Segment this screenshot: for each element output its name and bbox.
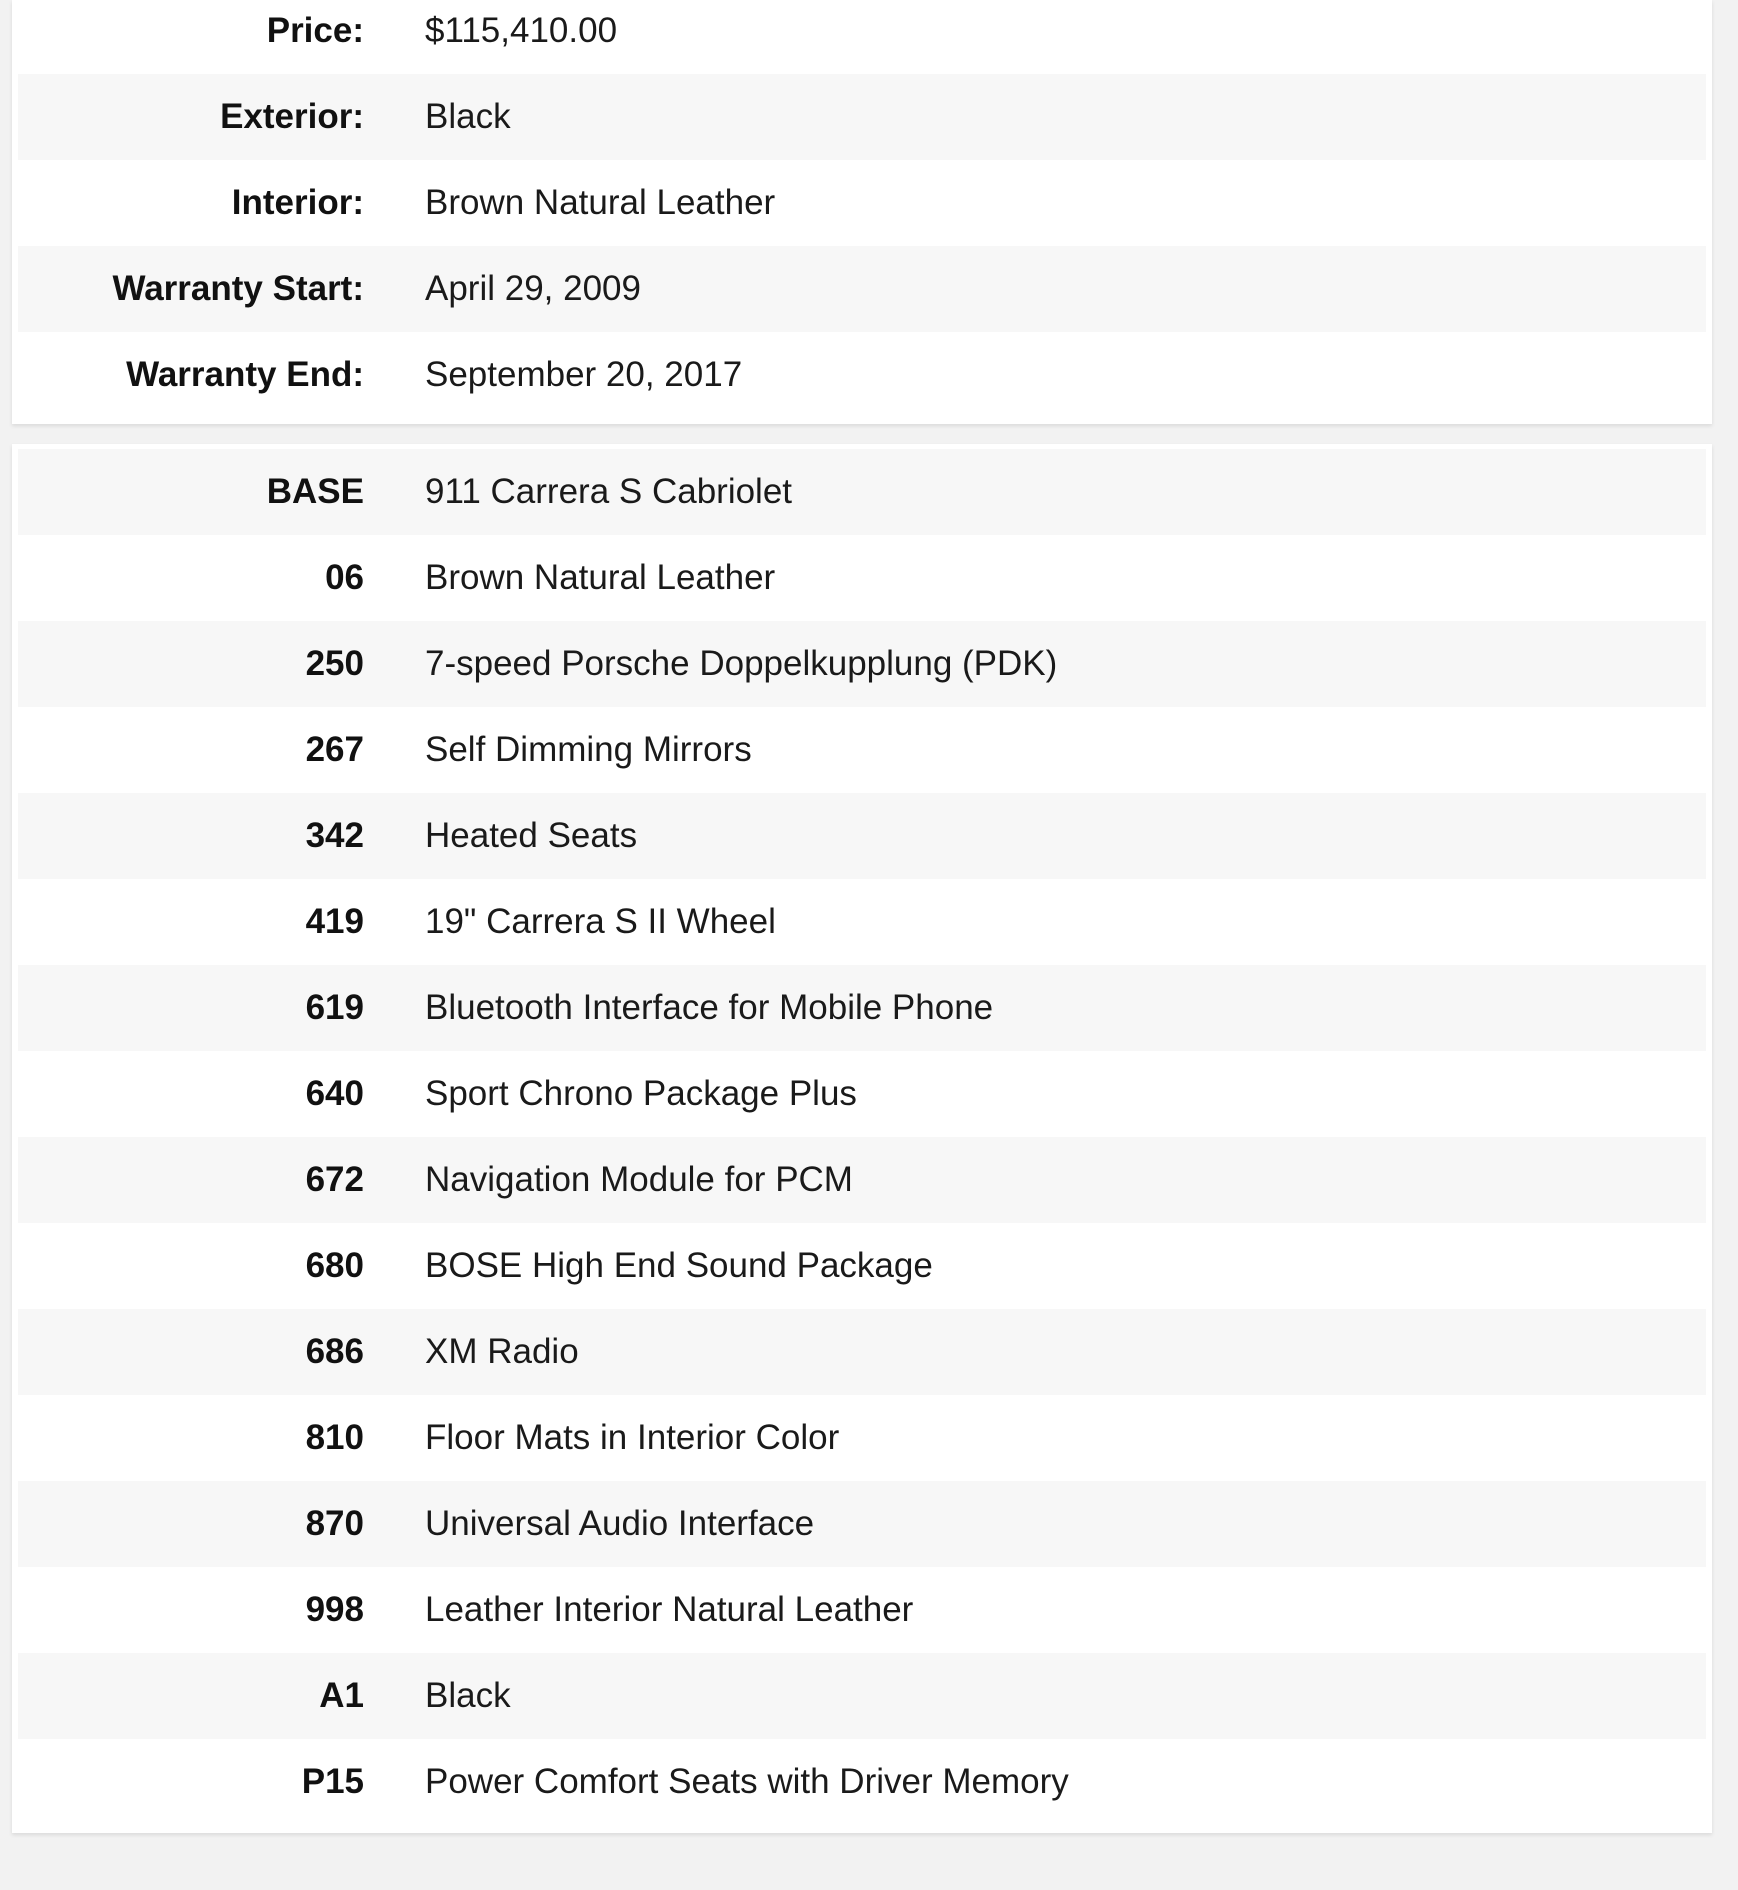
option-code: 686 bbox=[305, 1332, 364, 1371]
option-row bbox=[18, 535, 1706, 621]
option-code: 342 bbox=[305, 816, 364, 855]
option-row bbox=[18, 707, 1706, 793]
option-description: XM Radio bbox=[425, 1332, 579, 1371]
option-code: 250 bbox=[305, 644, 364, 683]
option-description: Leather Interior Natural Leather bbox=[425, 1590, 914, 1629]
option-row bbox=[18, 879, 1706, 965]
info-value: Black bbox=[425, 97, 511, 136]
option-row bbox=[18, 1223, 1706, 1309]
option-description: Navigation Module for PCM bbox=[425, 1160, 853, 1199]
info-row-price bbox=[18, 0, 1706, 74]
info-label: Interior: bbox=[231, 183, 364, 222]
options-card bbox=[12, 444, 1712, 1833]
option-description: BOSE High End Sound Package bbox=[425, 1246, 933, 1285]
option-row bbox=[18, 1395, 1706, 1481]
option-code: 267 bbox=[305, 730, 364, 769]
option-code: BASE bbox=[266, 472, 364, 511]
option-description: Sport Chrono Package Plus bbox=[425, 1074, 857, 1113]
option-description: Brown Natural Leather bbox=[425, 558, 776, 597]
option-description: 7-speed Porsche Doppelkupplung (PDK) bbox=[425, 644, 1058, 683]
info-value: April 29, 2009 bbox=[425, 269, 641, 308]
option-row bbox=[18, 1051, 1706, 1137]
option-code: 810 bbox=[305, 1418, 364, 1457]
option-code: A1 bbox=[319, 1676, 364, 1715]
option-row bbox=[18, 1137, 1706, 1223]
info-value: Brown Natural Leather bbox=[425, 183, 776, 222]
option-row bbox=[18, 1739, 1706, 1825]
info-label: Price: bbox=[266, 11, 364, 50]
option-description: Power Comfort Seats with Driver Memory bbox=[425, 1762, 1069, 1801]
info-label: Exterior: bbox=[220, 97, 364, 136]
option-description: Black bbox=[425, 1676, 511, 1715]
option-row bbox=[18, 1567, 1706, 1653]
option-code: 419 bbox=[305, 902, 364, 941]
option-row bbox=[18, 621, 1706, 707]
option-description: Floor Mats in Interior Color bbox=[425, 1418, 840, 1457]
option-description: 911 Carrera S Cabriolet bbox=[425, 472, 793, 511]
option-row bbox=[18, 965, 1706, 1051]
options-table bbox=[18, 449, 1706, 1825]
option-code: 672 bbox=[305, 1160, 364, 1199]
option-code: 680 bbox=[305, 1246, 364, 1285]
option-description: Bluetooth Interface for Mobile Phone bbox=[425, 988, 994, 1027]
vehicle-info-table bbox=[18, 0, 1706, 418]
option-code: 640 bbox=[305, 1074, 364, 1113]
option-row bbox=[18, 1481, 1706, 1567]
info-value: $115,410.00 bbox=[425, 11, 618, 50]
info-label: Warranty Start: bbox=[112, 269, 364, 308]
info-value: September 20, 2017 bbox=[425, 355, 743, 394]
option-row bbox=[18, 793, 1706, 879]
info-row-exterior bbox=[18, 74, 1706, 160]
option-description: 19" Carrera S II Wheel bbox=[425, 902, 776, 941]
info-row-interior bbox=[18, 160, 1706, 246]
option-code: 998 bbox=[305, 1590, 364, 1629]
info-label: Warranty End: bbox=[126, 355, 364, 394]
option-code: 619 bbox=[305, 988, 364, 1027]
option-row bbox=[18, 1653, 1706, 1739]
vehicle-info-card bbox=[12, 0, 1712, 424]
option-code: 06 bbox=[325, 558, 364, 597]
option-code: 870 bbox=[305, 1504, 364, 1543]
info-row-warranty-end bbox=[18, 332, 1706, 418]
option-row bbox=[18, 449, 1706, 535]
option-description: Universal Audio Interface bbox=[425, 1504, 815, 1543]
info-row-warranty-start bbox=[18, 246, 1706, 332]
option-row bbox=[18, 1309, 1706, 1395]
option-description: Heated Seats bbox=[425, 816, 638, 855]
option-code: P15 bbox=[301, 1762, 364, 1801]
option-description: Self Dimming Mirrors bbox=[425, 730, 752, 769]
